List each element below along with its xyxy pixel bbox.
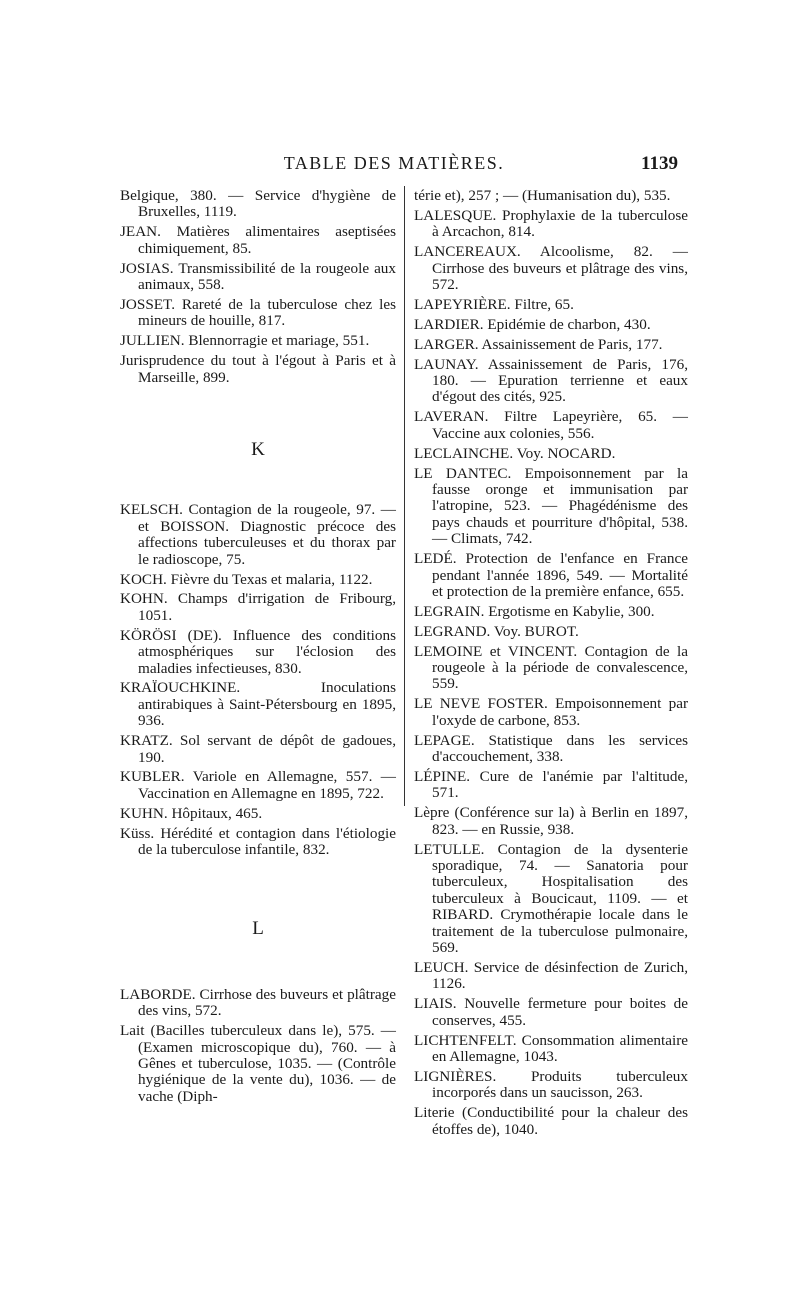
index-entry: LÉPINE. Cure de l'anémie par l'altitude, 571. <box>414 768 688 802</box>
section-letter-k: K <box>251 438 265 460</box>
index-entry: LICHTENFELT. Consommation alimentaire en Allemagne, 1043. <box>414 1031 688 1065</box>
page-header <box>110 153 678 177</box>
index-entry: JOSIAS. Transmissibilité de la rougeole aux animaux, 558. <box>120 259 396 294</box>
index-entry: LARGER. Assainissement de Paris, 177. <box>414 335 663 353</box>
index-entry: Küss. Hérédité et contagion dans l'étiologie de la tuberculose infantile, 832. <box>120 824 396 859</box>
index-entry: LECLAINCHE. Voy. NOCARD. <box>414 444 616 462</box>
index-entry: LANCEREAUX. Alcoolisme, 82. — Cirrhose des buveurs et plâtrage des vins, 572. <box>414 243 688 294</box>
running-title: TABLE DES MATIÈRES. <box>283 153 505 173</box>
index-entry: LEGRAND. Voy. BUROT. <box>414 622 579 640</box>
index-entry: LARDIER. Epidémie de charbon, 430. <box>414 315 651 333</box>
index-entry: KOHN. Champs d'irrigation de Fribourg, 1051. <box>120 590 396 624</box>
index-entry: térie et), 257 ; — (Humanisation du), 535. <box>414 187 671 204</box>
index-entry: LABORDE. Cirrhose des buveurs et plâtrage des vins, 572. <box>120 985 396 1020</box>
page-number: 1139 <box>641 153 678 174</box>
index-entry: KUBLER. Variole en Allemagne, 557. — Vaccination en Allemagne en 1895, 722. <box>120 768 396 802</box>
index-entry: JEAN. Matières alimentaires aseptisées chimiquement, 85. <box>120 223 396 257</box>
index-entry: Jurisprudence du tout à l'égout à Paris et à Marseille, 899. <box>120 352 396 386</box>
index-entry: KUHN. Hôpitaux, 465. <box>120 804 263 822</box>
index-entry: LAPEYRIÈRE. Filtre, 65. <box>414 295 574 313</box>
index-entry: Belgique, 380. — Service d'hygiène de Bruxelles, 1119. <box>120 187 396 221</box>
index-entry: LAUNAY. Assainissement de Paris, 176, 180. — Epuration terrienne et eaux d'égout des cités, 925. <box>414 355 688 406</box>
index-entry: LALESQUE. Prophylaxie de la tuberculose à Arcachon, 814. <box>414 206 688 241</box>
index-entry: KOCH. Fièvre du Texas et malaria, 1122. <box>120 570 373 588</box>
index-entry: KRAÏOUCHKINE. Inoculations antirabiques à Saint-Pétersbourg en 1895, 936. <box>120 679 396 730</box>
index-entry: LEDÉ. Protection de l'enfance en France pendant l'année 1896, 549. — Mortalité et protection de la première enfance, 655. <box>414 550 688 600</box>
index-entry: LEMOINE et VINCENT. Contagion de la rougeole à la période de convalescence, 559. <box>414 642 688 693</box>
column-divider <box>404 186 405 806</box>
section-letter-l: L <box>252 917 264 939</box>
index-entry: LE NEVE FOSTER. Empoisonnement par l'oxyde de carbone, 853. <box>414 695 688 729</box>
index-entry: LETULLE. Contagion de la dysenterie sporadique, 74. — Sanatoria pour tuberculeux, Hospitalisation des tuberculeux à Boucicaut, 1109. — et RIBARD. Crymothérapie locale dans le traitement de la tuberculose pulmonaire, 569. <box>414 840 688 957</box>
right-column <box>414 188 688 1142</box>
index-entry: LEUCH. Service de désinfection de Zurich, 1126. <box>414 958 688 993</box>
index-entry: Lait (Bacilles tuberculeux dans le), 575. — (Examen microscopique du), 760. — à Gênes et tuberculose, 1035. — (Contrôle hygiénique de la vente du), 1036. — de vache (Diph- <box>120 1022 396 1105</box>
left-column <box>120 188 396 1109</box>
index-entry: LEPAGE. Statistique dans les services d'accouchement, 338. <box>414 731 688 766</box>
index-entry: JULLIEN. Blennorragie et mariage, 551. <box>120 332 370 350</box>
index-entry: KRATZ. Sol servant de dépôt de gadoues, 190. <box>120 732 396 766</box>
index-entry: LIGNIÈRES. Produits tuberculeux incorporés dans un saucisson, 263. <box>414 1067 688 1102</box>
index-entry: KELSCH. Contagion de la rougeole, 97. — et BOISSON. Diagnostic précoce des affections tuberculeuses et du thorax par le radioscope, 75. <box>120 501 396 568</box>
index-entry: Lèpre (Conférence sur la) à Berlin en 1897, 823. — en Russie, 938. <box>414 804 688 838</box>
index-entry: LIAIS. Nouvelle fermeture pour boites de conserves, 455. <box>414 995 688 1029</box>
index-entry: JOSSET. Rareté de la tuberculose chez les mineurs de houille, 817. <box>120 295 396 330</box>
index-entry: LEGRAIN. Ergotisme en Kabylie, 300. <box>414 602 655 620</box>
index-entry: LE DANTEC. Empoisonnement par la fausse oronge et immunisation par l'atropine, 523. — Phagédénisme des pays chauds et pourriture d'hôpital, 538. — Climats, 742. <box>414 464 688 548</box>
index-entry: Literie (Conductibilité pour la chaleur des étoffes de), 1040. <box>414 1104 688 1138</box>
index-entry: LAVERAN. Filtre Lapeyrière, 65. — Vaccine aux colonies, 556. <box>414 408 688 442</box>
index-entry: KÖRÖSI (DE). Influence des conditions atmosphériques sur l'éclosion des maladies infectieuses, 830. <box>120 626 396 677</box>
